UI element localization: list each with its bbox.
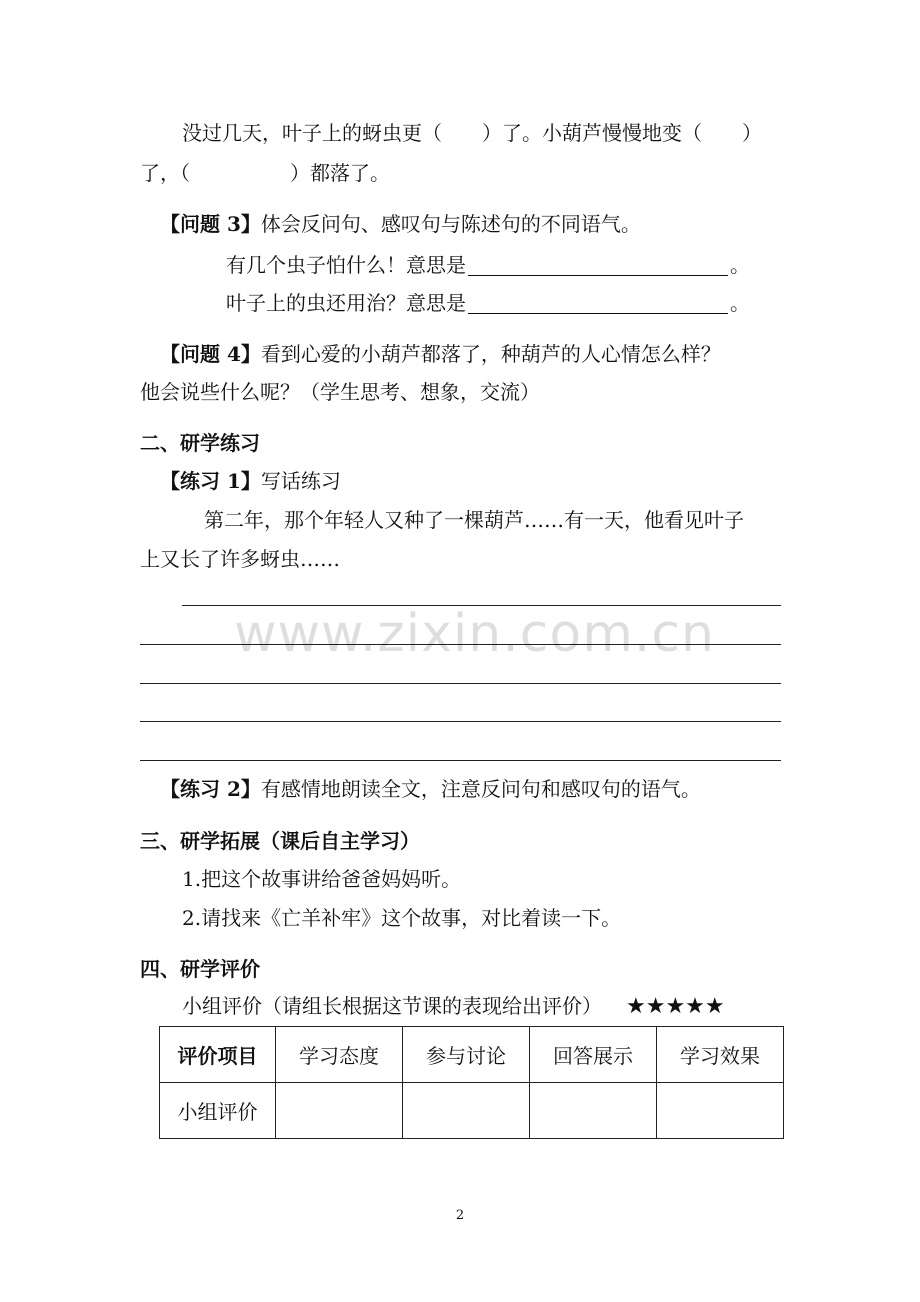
table-row bbox=[160, 1083, 784, 1139]
paragraph-line: 上又长了许多蚜虫…… bbox=[140, 547, 340, 571]
writing-line[interactable] bbox=[140, 683, 781, 684]
exercise-2 bbox=[160, 774, 701, 804]
question-label: 【问题 4】 bbox=[160, 342, 261, 366]
writing-line[interactable] bbox=[140, 760, 781, 761]
question-text: 体会反问句、感叹句与陈述句的不同语气。 bbox=[260, 212, 641, 236]
table-cell[interactable] bbox=[276, 1083, 403, 1139]
section-heading: 四、研学评价 bbox=[140, 957, 260, 981]
page-number: 2 bbox=[455, 1208, 465, 1223]
table-cell[interactable] bbox=[530, 1083, 657, 1139]
header-cell: 评价项目 bbox=[160, 1027, 276, 1083]
list-item: 1.把这个故事讲给爸爸妈妈听。 bbox=[182, 867, 462, 891]
paragraph-line: 他会说些什么呢？（学生思考、想象，交流） bbox=[140, 380, 540, 404]
period: 。 bbox=[730, 253, 750, 277]
header-cell: 学习态度 bbox=[276, 1027, 403, 1083]
evaluation-table bbox=[159, 1026, 784, 1139]
question-4 bbox=[160, 339, 721, 369]
exercise-1 bbox=[160, 466, 341, 496]
question-label: 【问题 3】 bbox=[160, 212, 261, 236]
question-text: 看到心爱的小葫芦都落了，种葫芦的人心情怎么样？ bbox=[260, 342, 721, 366]
section-heading: 三、研学拓展（课后自主学习） bbox=[140, 829, 420, 853]
exercise-text: 有感情地朗读全文，注意反问句和感叹句的语气。 bbox=[260, 777, 701, 801]
period: 。 bbox=[730, 291, 750, 315]
table-cell[interactable] bbox=[403, 1083, 530, 1139]
sentence-row bbox=[226, 250, 750, 280]
sentence-row bbox=[226, 288, 750, 318]
group-eval-line bbox=[182, 991, 725, 1022]
exercise-label: 【练习 2】 bbox=[160, 777, 261, 801]
answer-blank[interactable] bbox=[468, 291, 728, 314]
list-item: 2.请找来《亡羊补牢》这个故事，对比着读一下。 bbox=[182, 906, 622, 930]
paragraph-line: 第二年，那个年轻人又种了一棵葫芦……有一天，他看见叶子 bbox=[204, 508, 744, 532]
header-cell: 学习效果 bbox=[657, 1027, 784, 1083]
table-cell[interactable] bbox=[657, 1083, 784, 1139]
watermark: www.zixin.com.cn bbox=[234, 604, 715, 664]
writing-line[interactable] bbox=[140, 721, 781, 722]
paragraph-line: 没过几天，叶子上的蚜虫更（ ）了。小葫芦慢慢地变（ ） bbox=[182, 121, 762, 145]
exercise-text: 写话练习 bbox=[260, 469, 341, 493]
header-cell: 回答展示 bbox=[530, 1027, 657, 1083]
group-eval-text: 小组评价（请组长根据这节课的表现给出评价） bbox=[182, 994, 602, 1018]
table-header-row bbox=[160, 1027, 784, 1083]
header-cell: 参与讨论 bbox=[403, 1027, 530, 1083]
row-label-cell: 小组评价 bbox=[160, 1083, 276, 1139]
paragraph-line: 了，（ ）都落了。 bbox=[140, 161, 390, 185]
answer-blank[interactable] bbox=[468, 253, 728, 276]
section-heading: 二、研学练习 bbox=[140, 431, 260, 455]
sentence-text: 有几个虫子怕什么！意思是 bbox=[226, 253, 466, 277]
rating-stars[interactable]: ★★★★★ bbox=[626, 994, 725, 1019]
sentence-text: 叶子上的虫还用治？意思是 bbox=[226, 291, 466, 315]
question-3 bbox=[160, 209, 641, 239]
exercise-label: 【练习 1】 bbox=[160, 469, 261, 493]
